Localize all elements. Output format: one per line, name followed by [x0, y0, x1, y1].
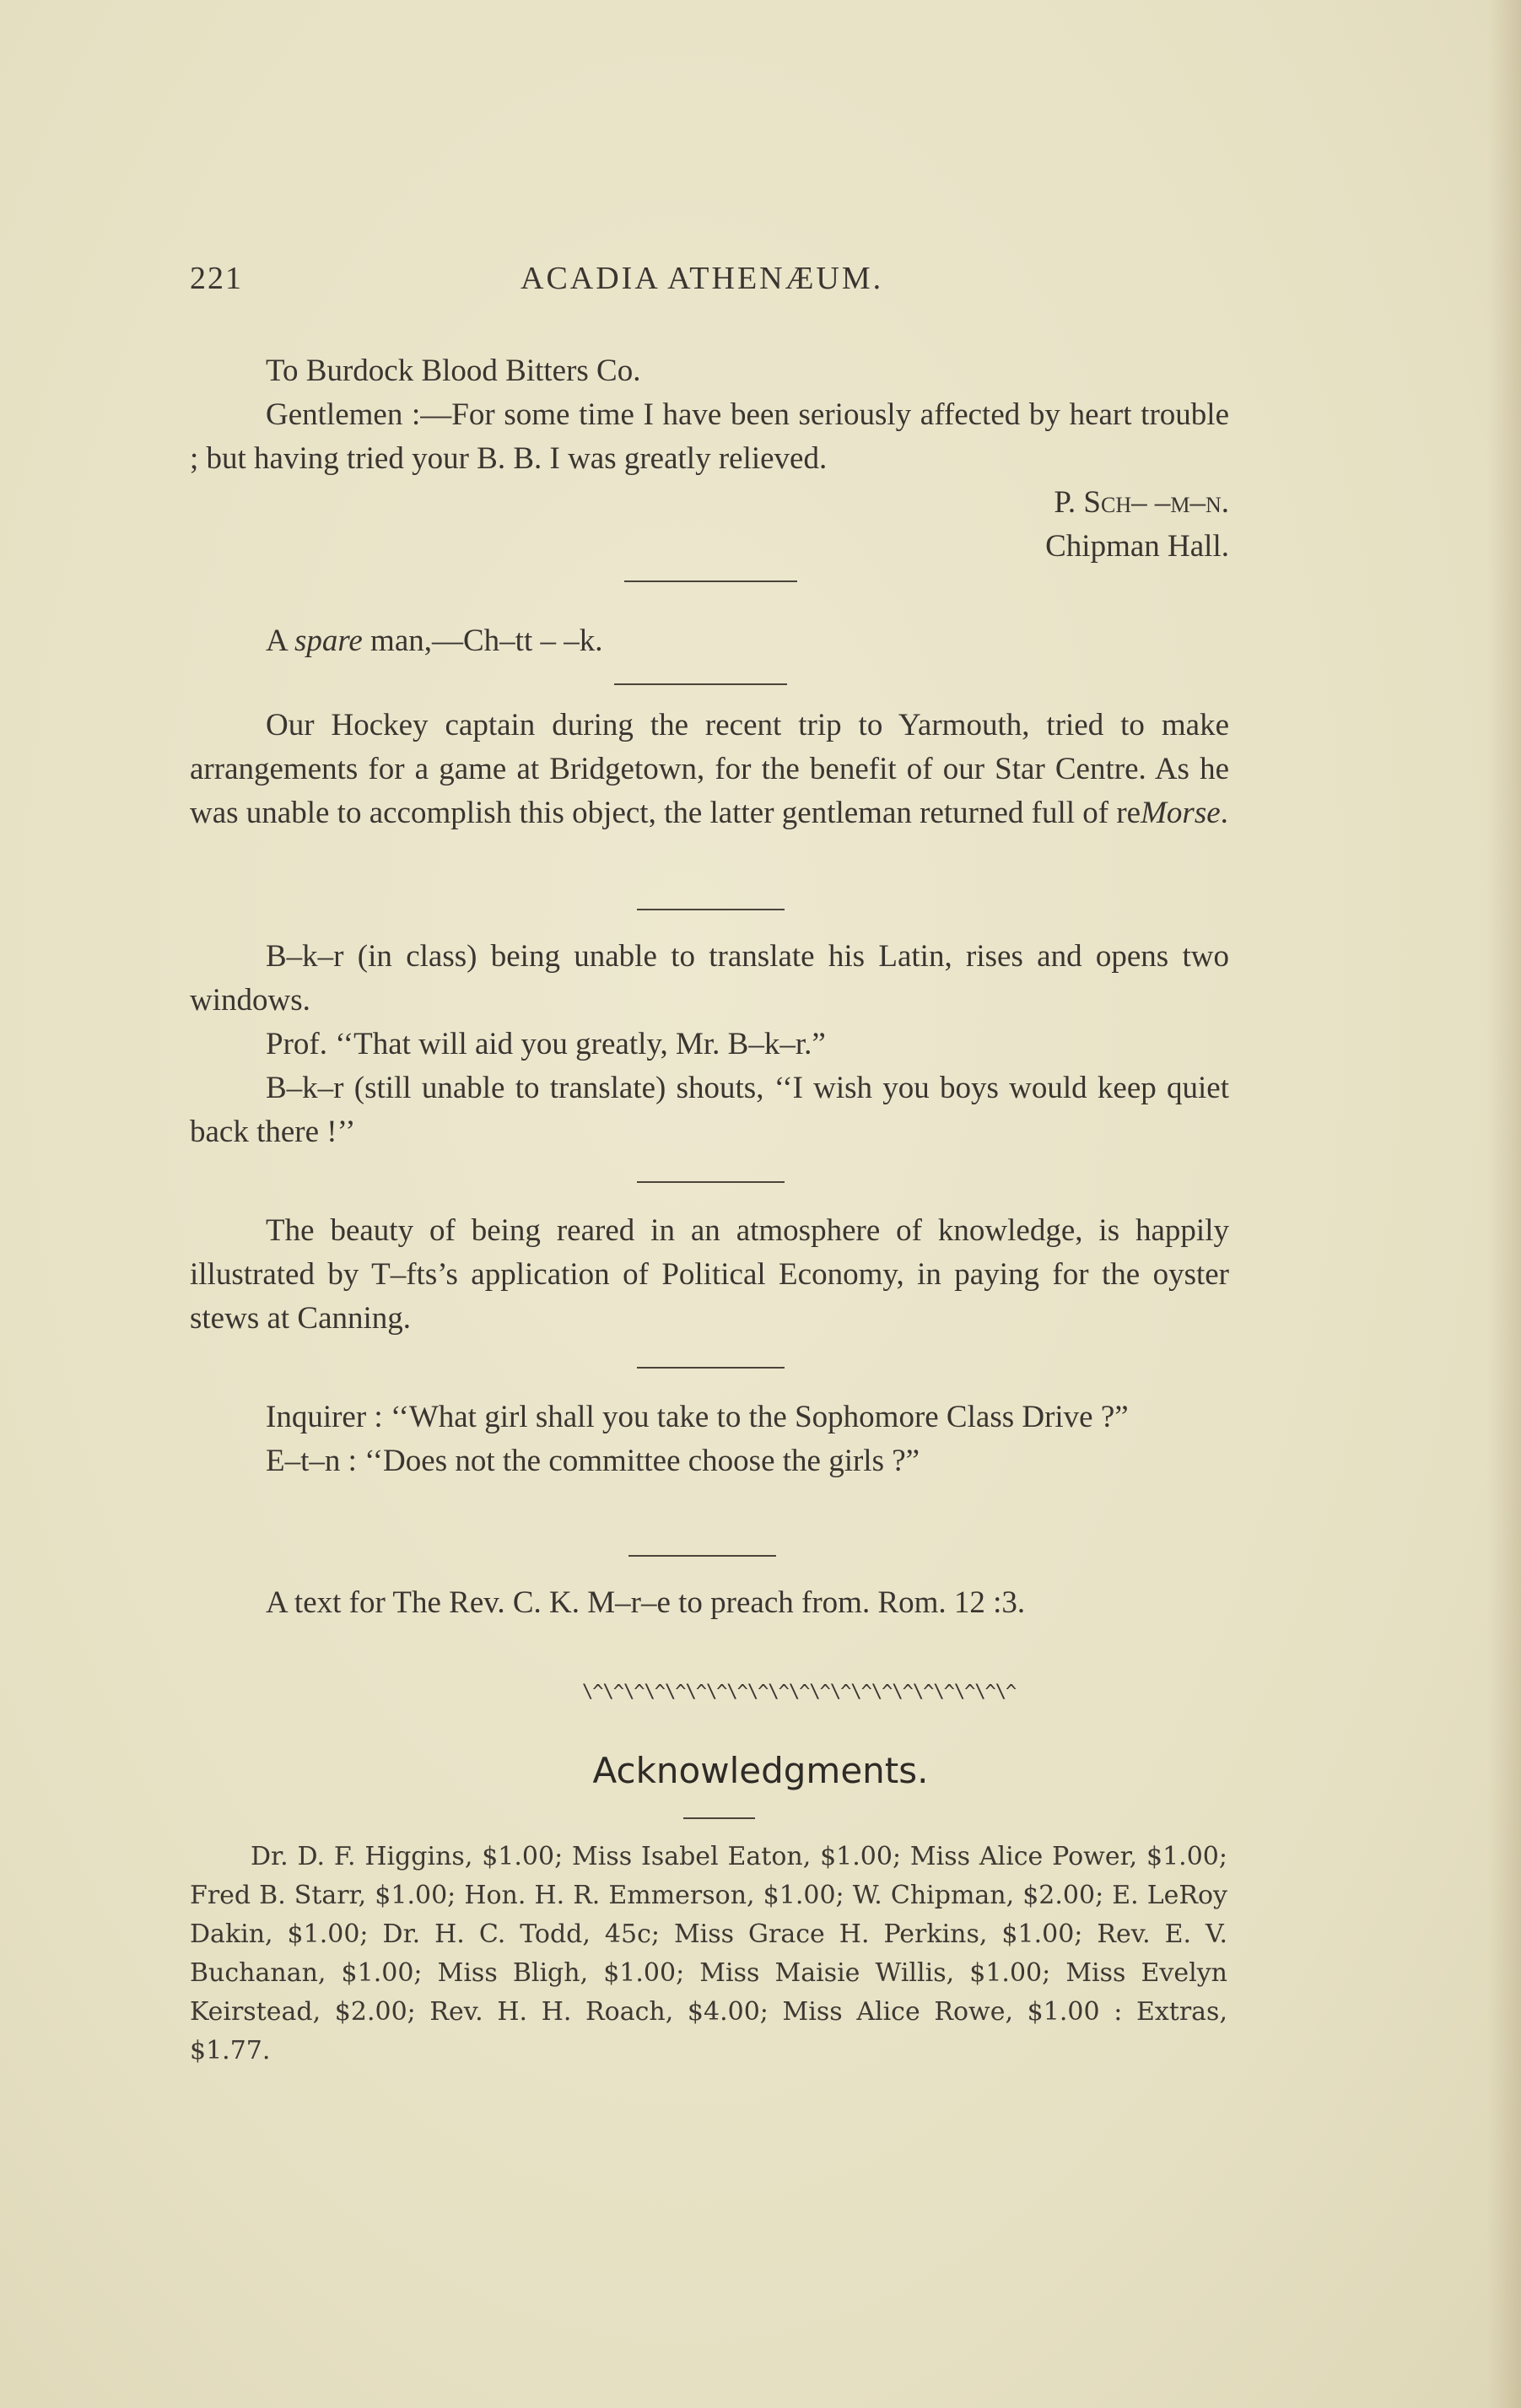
- journal-title: ACADIA ATHENÆUM.: [520, 261, 884, 296]
- section-divider: [614, 683, 787, 685]
- acknowledgments-text: [190, 1838, 1227, 2071]
- joke-text: [190, 619, 1229, 663]
- section-divider: [637, 1367, 785, 1369]
- page-edge-shadow: [1487, 0, 1521, 2408]
- signature-name: P. Sch– –m–n.: [1054, 485, 1229, 520]
- inquirer-item: [190, 1396, 1229, 1483]
- latin-text-1: B–k–r (in class) being unable to translate his Latin, rises and opens two windows.: [190, 939, 1229, 1018]
- letter-item: [190, 349, 1229, 569]
- section-divider: [637, 1181, 785, 1183]
- latin-text-2: Prof. ‘‘That will aid you greatly, Mr. B–k–r.”: [266, 1027, 826, 1061]
- acknowledgments-divider: [683, 1817, 755, 1819]
- section-divider: [637, 909, 785, 910]
- letter-signature: [190, 481, 1229, 525]
- beauty-item: [190, 1209, 1229, 1341]
- latin-text-3: B–k–r (still unable to translate) shouts, ‘‘I wish you boys would keep quiet back there !’’: [190, 1071, 1229, 1149]
- hockey-text-end: .: [1220, 796, 1228, 830]
- hockey-item: [190, 704, 1229, 835]
- ornamental-divider: \^\^\^\^\^\^\^\^\^\^\^\^\^\^\^\^\^\^\^\^\^: [582, 1682, 1017, 1703]
- joke-suffix: man,—Ch–tt – –k.: [362, 624, 603, 658]
- section-divider: [628, 1555, 776, 1557]
- text-item: [190, 1581, 1229, 1625]
- sermon-text: A text for The Rev. C. K. M–r–e to preach from. Rom. 12 :3.: [266, 1585, 1026, 1620]
- page-number: 221: [190, 261, 243, 296]
- running-header: [190, 260, 941, 302]
- acknowledgments-list: Dr. D. F. Higgins, $1.00; Miss Isabel Eaton, $1.00; Miss Alice Power, $1.00; Fred B. Starr, $1.00; Hon. H. R. Emmerson, $1.00; W. Chipman, $2.00; E. LeRoy Dakin, $1.00; Dr. H. C. Todd, 45c; Miss Grace H. Perkins, $1.00; Rev. E. V. Buchanan, $1.00; Miss Bligh, $1.00; Miss Maisie Willis, $1.00; Miss Evelyn Keirstead, $2.00; Rev. H. H. Roach, $4.00; Miss Alice Rowe, $1.00 : Extras, $1.77.: [190, 1842, 1227, 2065]
- hockey-text: [190, 704, 1229, 835]
- joke-italic: spare: [294, 624, 363, 658]
- latin-item: [190, 935, 1229, 1154]
- letter-body: Gentlemen :—For some time I have been seriously affected by heart trouble ; but having tried your B. B. I was greatly relieved.: [190, 397, 1229, 476]
- inquirer-text-1: Inquirer : ‘‘What girl shall you take to the Sophomore Class Drive ?”: [266, 1400, 1129, 1434]
- joke-item: [190, 619, 1229, 663]
- section-divider: [624, 580, 797, 582]
- inquirer-text-2: E–t–n : ‘‘Does not the committee choose the girls ?”: [266, 1444, 920, 1478]
- letter-addressee: To Burdock Blood Bitters Co.: [266, 354, 641, 388]
- hockey-text-main: Our Hockey captain during the recent trip to Yarmouth, tried to make arrangements for a game at Bridgetown, for the benefit of our Star Centre. As he was unable to accomplish this object, the latter gentleman returned full of re: [190, 708, 1229, 830]
- joke-prefix: A: [266, 624, 294, 658]
- letter-signature-place: Chipman Hall.: [1045, 529, 1229, 564]
- acknowledgments-title: Acknowledgments.: [592, 1750, 929, 1791]
- beauty-text: The beauty of being reared in an atmosphere of knowledge, is happily illustrated by T–fts’s application of Political Economy, in paying for the oyster stews at Canning.: [190, 1213, 1229, 1336]
- hockey-text-italic: Morse: [1141, 796, 1221, 830]
